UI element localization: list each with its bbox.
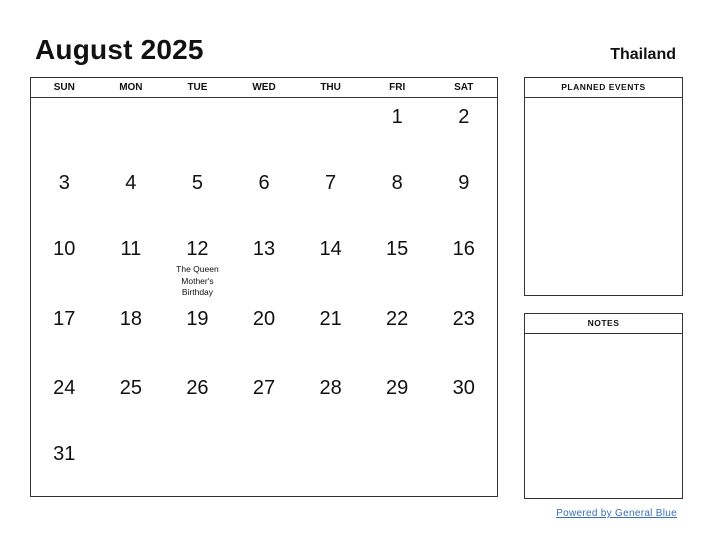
- week-row: [31, 369, 497, 435]
- day-cell: [31, 164, 98, 230]
- day-number: 15: [386, 238, 409, 260]
- holiday-event: [164, 264, 231, 299]
- day-number: 8: [391, 172, 403, 194]
- day-number: 18: [119, 308, 142, 330]
- day-cell: [164, 369, 231, 435]
- weekday-wed: WED: [252, 82, 276, 93]
- day-cell: [297, 435, 364, 496]
- day-number: 27: [252, 377, 276, 399]
- day-cell: [98, 300, 165, 369]
- day-cell: [430, 300, 497, 369]
- day-number: 3: [58, 172, 70, 194]
- weekday-mon: MON: [119, 82, 143, 93]
- day-cell: [364, 435, 431, 496]
- day-number: 2: [458, 106, 470, 128]
- day-number: 28: [319, 377, 342, 399]
- planned-events-panel: [524, 77, 683, 296]
- notes-panel: [524, 313, 683, 499]
- day-cell: [31, 435, 98, 496]
- day-cell: [364, 164, 431, 230]
- day-cell: [430, 164, 497, 230]
- day-cell: [297, 300, 364, 369]
- day-cell: [297, 230, 364, 300]
- day-number: 10: [53, 238, 76, 260]
- day-number: 22: [386, 308, 409, 330]
- powered-by-link[interactable]: Powered by General Blue: [556, 508, 677, 519]
- day-cell: [98, 164, 165, 230]
- day-cell: [31, 230, 98, 300]
- weekday-sun: SUN: [53, 82, 75, 93]
- day-number: 30: [452, 377, 475, 399]
- day-number: 20: [252, 308, 276, 330]
- day-cell: [231, 98, 298, 164]
- day-number: 29: [386, 377, 409, 399]
- day-cell: [297, 369, 364, 435]
- day-cell: [364, 98, 431, 164]
- day-number: 14: [319, 238, 342, 260]
- day-cell: [98, 230, 165, 300]
- day-cell: [297, 98, 364, 164]
- day-number: 26: [186, 377, 209, 399]
- day-cell: [31, 98, 98, 164]
- day-number: 1: [391, 106, 403, 128]
- day-cell: [231, 164, 298, 230]
- planned-events-title: PLANNED EVENTS: [525, 78, 682, 98]
- day-cell: [231, 230, 298, 300]
- week-row: [31, 300, 497, 369]
- day-cell: [430, 98, 497, 164]
- day-cell: [430, 230, 497, 300]
- day-cell: [231, 435, 298, 496]
- weekday-fri: FRI: [389, 82, 406, 93]
- day-number: 6: [258, 172, 270, 194]
- day-cell: [364, 230, 431, 300]
- day-cell: [430, 435, 497, 496]
- day-cell: [31, 369, 98, 435]
- holiday-event-line: The Queen: [176, 264, 219, 274]
- calendar-grid: [30, 77, 498, 497]
- weekday-tue: TUE: [187, 82, 208, 93]
- day-cell: [364, 300, 431, 369]
- day-number: 5: [191, 172, 203, 194]
- day-number: 11: [120, 238, 142, 260]
- day-cell: [430, 369, 497, 435]
- day-number: 24: [53, 377, 76, 399]
- week-row: [31, 230, 497, 300]
- week-row: [31, 98, 497, 164]
- day-cell: [164, 300, 231, 369]
- holiday-event-line: Birthday: [181, 287, 214, 297]
- day-number: 13: [252, 238, 276, 260]
- week-row: [31, 435, 497, 496]
- day-number: 7: [325, 172, 337, 194]
- day-cell: [98, 98, 165, 164]
- day-cell: [164, 435, 231, 496]
- day-number: 31: [53, 443, 76, 465]
- week-row: [31, 164, 497, 230]
- day-number: 4: [125, 172, 137, 194]
- day-cell: [364, 369, 431, 435]
- day-cell: [98, 435, 165, 496]
- day-number: 25: [119, 377, 142, 399]
- day-cell: [164, 230, 231, 300]
- day-number: 12: [186, 238, 209, 260]
- day-cell: [164, 98, 231, 164]
- day-number: 16: [452, 238, 475, 260]
- day-number: 9: [458, 172, 470, 194]
- day-number: 23: [452, 308, 475, 330]
- country-label: Thailand: [610, 46, 676, 63]
- weekday-thu: THU: [320, 82, 341, 93]
- notes-title: NOTES: [525, 314, 682, 334]
- day-number: 21: [319, 308, 342, 330]
- day-cell: [231, 369, 298, 435]
- day-cell: [31, 300, 98, 369]
- day-number: 19: [186, 308, 209, 330]
- weekday-header: [31, 78, 497, 98]
- holiday-event-line: Mother's: [181, 275, 214, 286]
- day-number: 17: [53, 308, 76, 330]
- page-title: August 2025: [35, 34, 204, 65]
- day-cell: [231, 300, 298, 369]
- day-cell: [164, 164, 231, 230]
- weekday-sat: SAT: [454, 82, 474, 93]
- day-cell: [98, 369, 165, 435]
- day-cell: [297, 164, 364, 230]
- weeks-container: [31, 98, 497, 496]
